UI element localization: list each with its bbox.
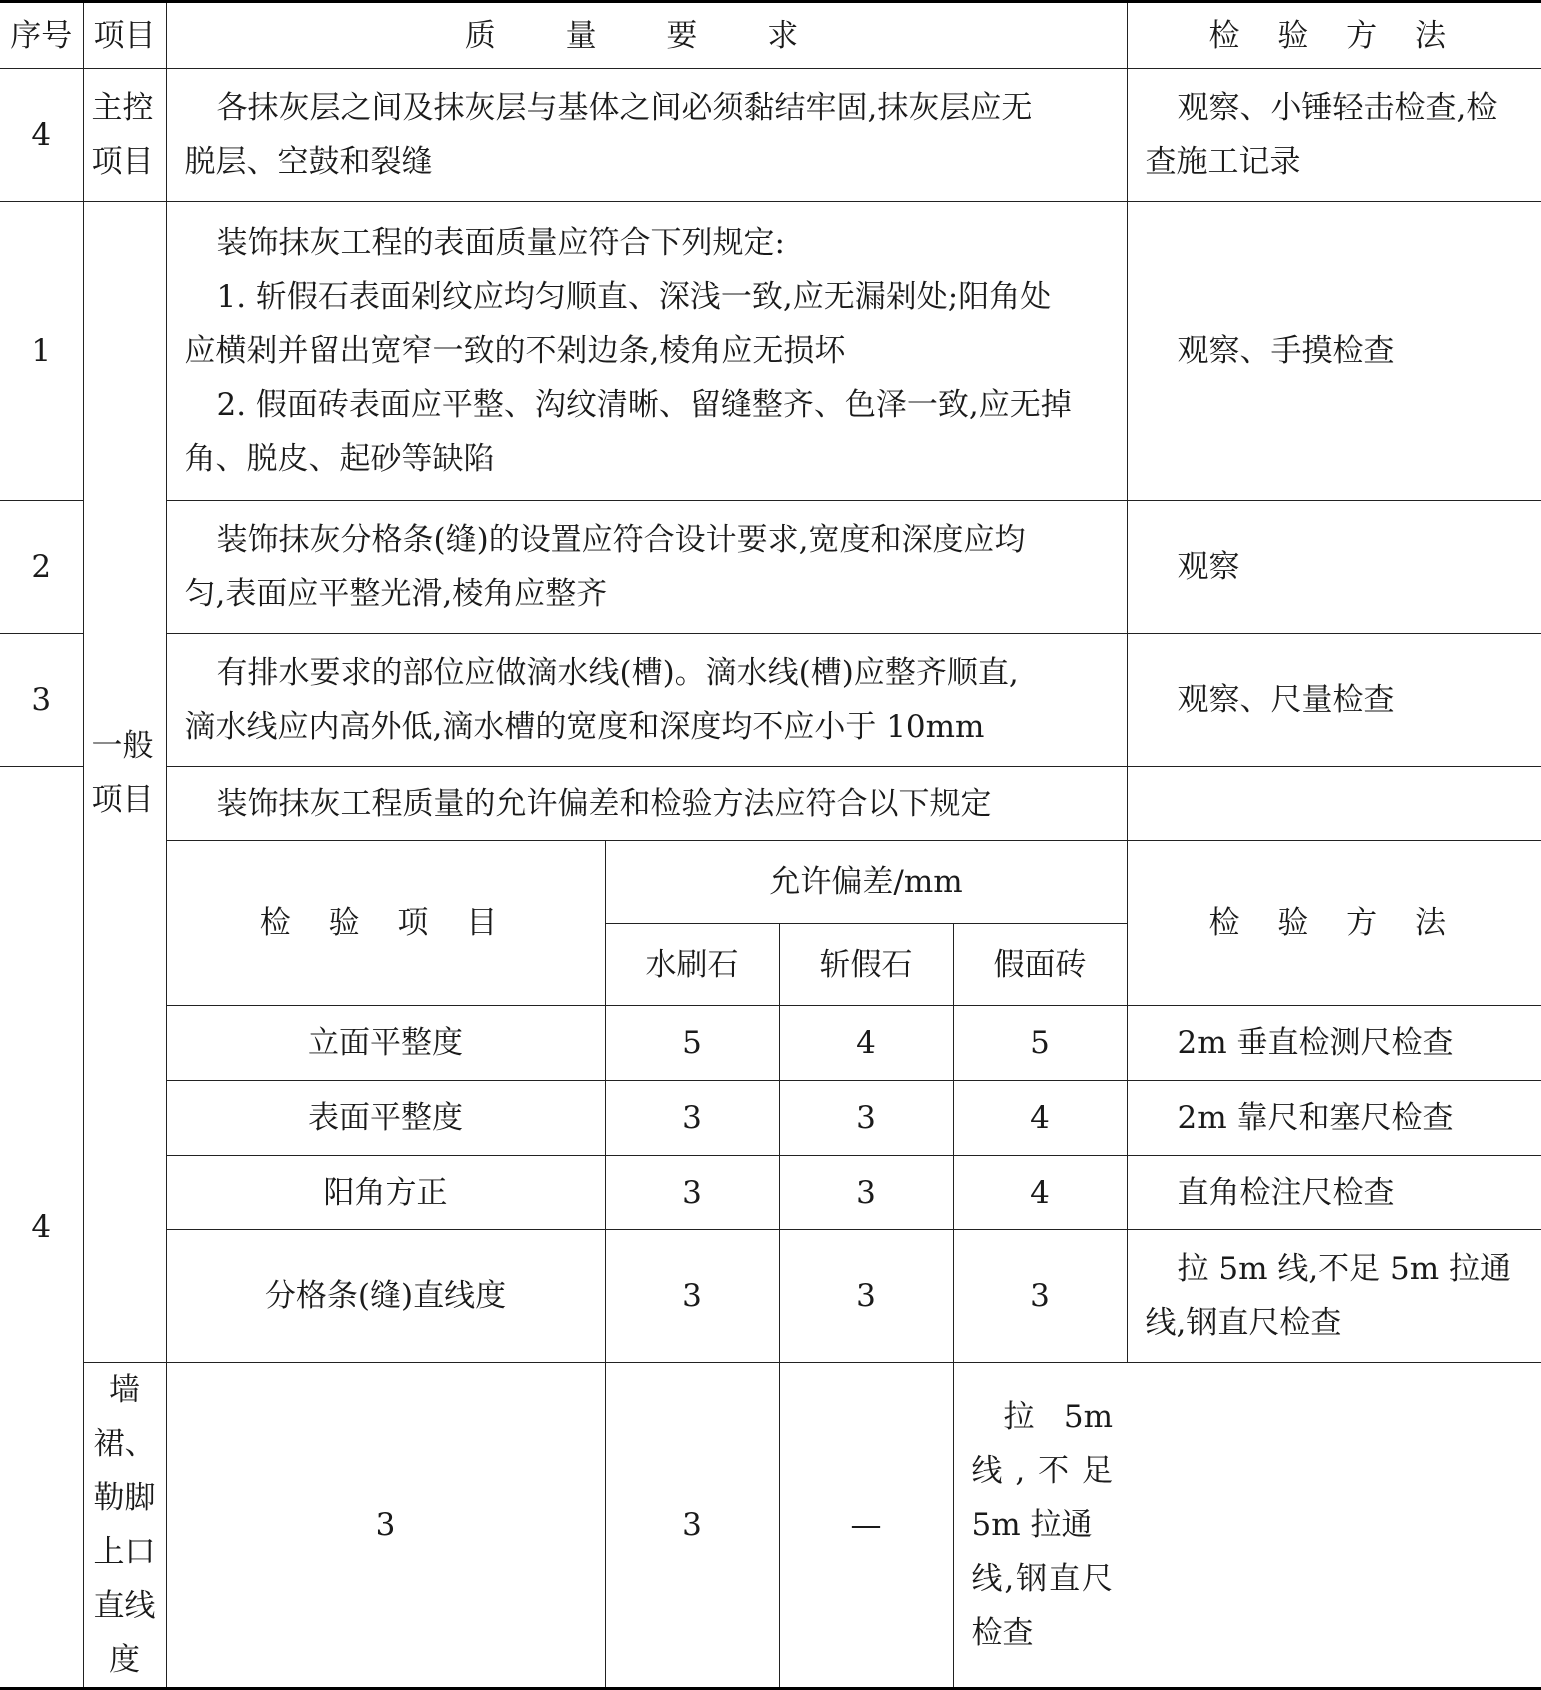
general-row-2-requirement	[166, 501, 1127, 634]
general-row-1-req-line4: 2. 假面砖表面应平整、沟纹清晰、留缝整齐、色泽一致,应无掉	[216, 387, 1072, 423]
sub-row-5-method-line1: 拉 5m 线,不足 5m 拉通	[971, 1399, 1113, 1543]
general-row-1-req-line2: 1. 斩假石表面剁纹应均匀顺直、深浅一致,应无漏剁处;阳角处	[216, 279, 1052, 315]
sub-row-1-method-line1: 2m 垂直检测尺检查	[1177, 1025, 1454, 1061]
sub-row-5-item: 墙裙、勒脚上口直线度	[83, 1363, 166, 1689]
general-row-4-intro-row	[0, 767, 1541, 841]
general-row-2-no: 2	[0, 501, 83, 634]
general-row-3-req-line1: 有排水要求的部位应做滴水线(槽)。滴水线(槽)应整齐顺直,	[216, 655, 1019, 691]
sub-header-col-zhanjiashi: 斩假石	[779, 924, 953, 1006]
main-control-item-line1: 主控	[91, 90, 154, 126]
sub-header-tolerance: 允许偏差/mm	[605, 841, 1127, 924]
sub-header-method: 检 验 方 法	[1127, 841, 1541, 1006]
general-row-1-no: 1	[0, 202, 83, 501]
main-control-method-line2: 查施工记录	[1145, 144, 1301, 180]
general-row-4-intro-text: 装饰抹灰工程质量的允许偏差和检验方法应符合以下规定	[216, 785, 992, 822]
general-row-3-no: 3	[0, 634, 83, 767]
sub-row-4-method-line1: 拉 5m 线,不足 5m 拉通	[1177, 1251, 1512, 1287]
sub-row-2	[0, 1081, 1541, 1156]
header-quality: 质 量 要 求	[166, 2, 1127, 69]
header-no: 序号	[0, 2, 83, 69]
sub-row-4-v1: 3	[605, 1230, 779, 1363]
main-control-req-line2: 脱层、空鼓和裂缝	[184, 144, 433, 180]
general-row-1-method-text: 观察、手摸检查	[1177, 333, 1395, 369]
sub-row-4-item: 分格条(缝)直线度	[166, 1230, 605, 1363]
sub-header-row-1	[0, 841, 1541, 924]
main-control-requirement	[166, 69, 1127, 202]
general-row-1	[0, 202, 1541, 501]
sub-row-3	[0, 1156, 1541, 1230]
sub-row-5	[0, 1363, 1541, 1689]
sub-row-4-method	[1127, 1230, 1541, 1363]
general-item-line2: 项目	[91, 782, 154, 818]
sub-header-col-jiamianzhuan: 假面砖	[953, 924, 1127, 1006]
sub-row-1-method	[1127, 1006, 1541, 1081]
sub-row-2-item: 表面平整度	[166, 1081, 605, 1156]
sub-row-3-v3: 4	[953, 1156, 1127, 1230]
general-row-4-intro	[166, 767, 1127, 841]
sub-row-2-v1: 3	[605, 1081, 779, 1156]
general-row-1-requirement	[166, 202, 1127, 501]
main-control-no: 4	[0, 69, 83, 202]
sub-row-3-v2: 3	[779, 1156, 953, 1230]
general-item-line1: 一般	[91, 728, 154, 764]
main-control-item	[83, 69, 166, 202]
sub-row-5-method-line2: 线,钢直尺检查	[971, 1561, 1113, 1651]
header-row	[0, 2, 1541, 69]
sub-row-1-v3: 5	[953, 1006, 1127, 1081]
sub-row-5-v3: —	[779, 1363, 953, 1689]
sub-row-3-method-line1: 直角检注尺检查	[1177, 1174, 1395, 1211]
header-method: 检 验 方 法	[1127, 2, 1541, 69]
general-row-3-method-text: 观察、尺量检查	[1177, 682, 1395, 718]
sub-row-4	[0, 1230, 1541, 1363]
sub-row-2-v3: 4	[953, 1081, 1127, 1156]
general-row-4-intro-method-empty	[1127, 767, 1541, 841]
sub-row-3-item: 阳角方正	[166, 1156, 605, 1230]
sub-row-2-method	[1127, 1081, 1541, 1156]
general-row-3-requirement	[166, 634, 1127, 767]
general-row-2-method	[1127, 501, 1541, 634]
sub-row-3-v1: 3	[605, 1156, 779, 1230]
sub-row-5-v1: 3	[166, 1363, 605, 1689]
sub-row-5-method	[953, 1363, 1127, 1689]
general-row-3-method	[1127, 634, 1541, 767]
sub-row-4-v3: 3	[953, 1230, 1127, 1363]
sub-row-1-v1: 5	[605, 1006, 779, 1081]
sub-row-1-item: 立面平整度	[166, 1006, 605, 1081]
sub-row-5-v2: 3	[605, 1363, 779, 1689]
sub-header-item: 检 验 项 目	[166, 841, 605, 1006]
general-row-2-req-line1: 装饰抹灰分格条(缝)的设置应符合设计要求,宽度和深度应均	[216, 522, 1026, 558]
general-row-3-req-line2: 滴水线应内高外低,滴水槽的宽度和深度均不应小于 10mm	[184, 709, 985, 745]
general-item	[83, 202, 166, 1363]
general-row-4-no: 4	[0, 767, 83, 1689]
sub-row-4-method-line2: 线,钢直尺检查	[1145, 1305, 1342, 1341]
main-control-req-line1: 各抹灰层之间及抹灰层与基体之间必须黏结牢固,抹灰层应无	[216, 90, 1033, 126]
main-control-method-line1: 观察、小锤轻击检查,检	[1177, 90, 1498, 126]
main-control-row	[0, 69, 1541, 202]
general-row-2-method-text: 观察	[1177, 549, 1240, 585]
header-item: 项目	[83, 2, 166, 69]
sub-row-1-v2: 4	[779, 1006, 953, 1081]
sub-row-1	[0, 1006, 1541, 1081]
main-control-method	[1127, 69, 1541, 202]
sub-row-2-v2: 3	[779, 1081, 953, 1156]
general-row-1-method	[1127, 202, 1541, 501]
sub-header-col-shuishuashi: 水刷石	[605, 924, 779, 1006]
main-control-item-line2: 项目	[91, 144, 154, 180]
sub-row-2-method-line1: 2m 靠尺和塞尺检查	[1177, 1100, 1454, 1136]
general-row-3	[0, 634, 1541, 767]
general-row-1-req-line3: 应横剁并留出宽窄一致的不剁边条,棱角应无损坏	[184, 333, 846, 369]
general-row-1-req-line5: 角、脱皮、起砂等缺陷	[184, 441, 495, 477]
sub-row-4-v2: 3	[779, 1230, 953, 1363]
general-row-2-req-line2: 匀,表面应平整光滑,棱角应整齐	[184, 576, 608, 612]
general-row-1-req-line1: 装饰抹灰工程的表面质量应符合下列规定:	[216, 225, 785, 261]
sub-row-3-method	[1127, 1156, 1541, 1230]
general-row-2	[0, 501, 1541, 634]
